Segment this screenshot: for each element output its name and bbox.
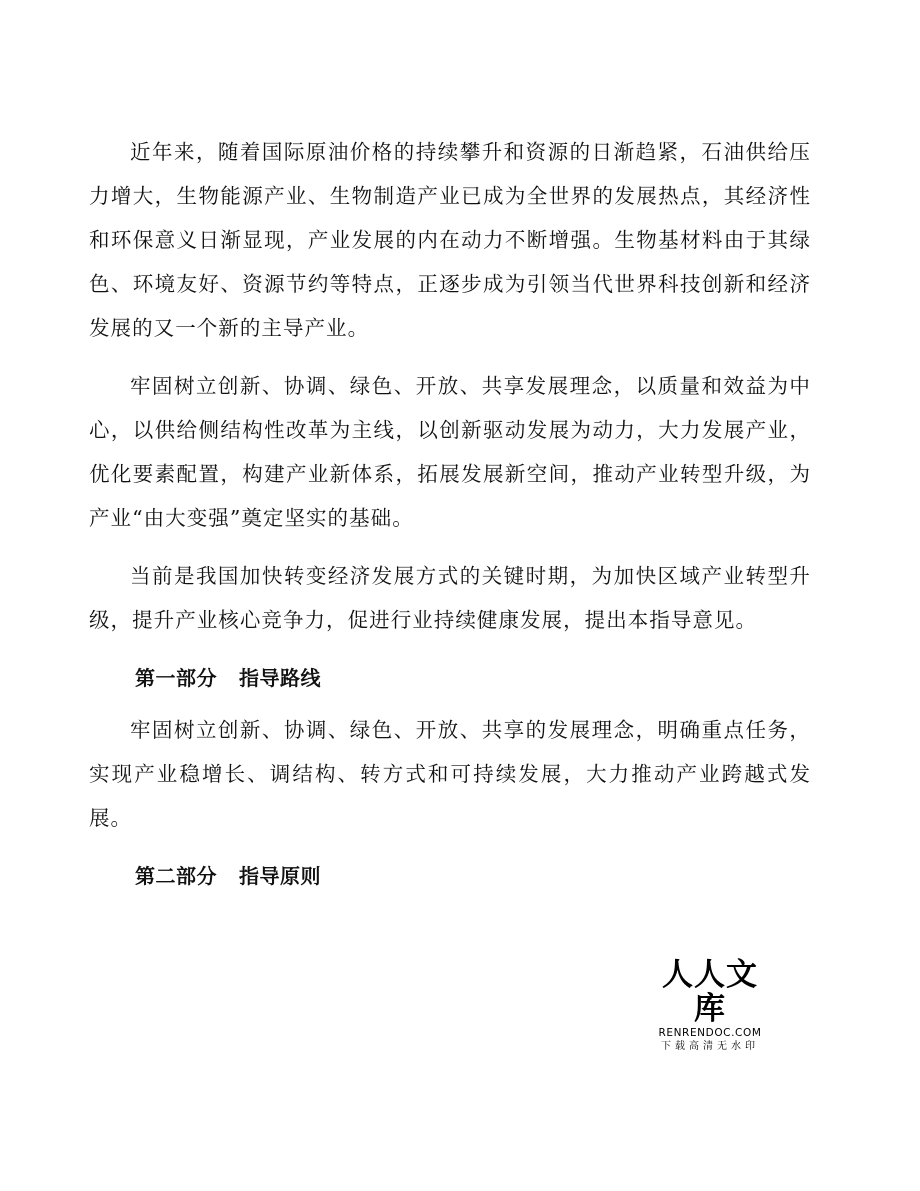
paragraph-development-concept: 牢固树立创新、协调、绿色、开放、共享发展理念，以质量和效益为中心，以供给侧结构性改革为主线，以创新驱动发展为动力，大力发展产业，优化要素配置，构建产业新体系，拓展发展新空间，推动产业转型升级，为产业“由大变强”奠定坚实的基础。	[89, 374, 811, 530]
section-title: 指导路线	[239, 666, 321, 690]
section-number: 第二部分	[135, 864, 217, 888]
watermark-tagline: 下载高清无水印	[661, 1041, 759, 1052]
watermark-site-url: RENRENDOC.COM	[658, 1027, 762, 1039]
paragraph-purpose: 当前是我国加快转变经济发展方式的关键时期，为加快区域产业转型升级，提升产业核心竞争力，促进行业持续健康发展，提出本指导意见。	[89, 564, 811, 632]
section-heading-2	[89, 854, 811, 898]
paragraph-intro: 近年来，随着国际原油价格的持续攀升和资源的日渐趋紧，石油供给压力增大，生物能源产业、生物制造产业已成为全世界的发展热点，其经济性和环保意义日渐显现，产业发展的内在动力不断增强。生物基材料由于其绿色、环境友好、资源节约等特点，正逐步成为引领当代世界科技创新和经济发展的又一个新的主导产业。	[89, 140, 811, 340]
watermark-logo-text: 人人文库	[662, 957, 758, 1027]
section-number: 第一部分	[135, 666, 217, 690]
document-body	[89, 130, 811, 906]
section-heading-1	[89, 656, 811, 700]
watermark-logo	[648, 958, 772, 1053]
paragraph-guiding-route: 牢固树立创新、协调、绿色、开放、共享的发展理念，明确重点任务，实现产业稳增长、调结构、转方式和可持续发展，大力推动产业跨越式发展。	[89, 718, 811, 830]
section-title: 指导原则	[239, 864, 321, 888]
